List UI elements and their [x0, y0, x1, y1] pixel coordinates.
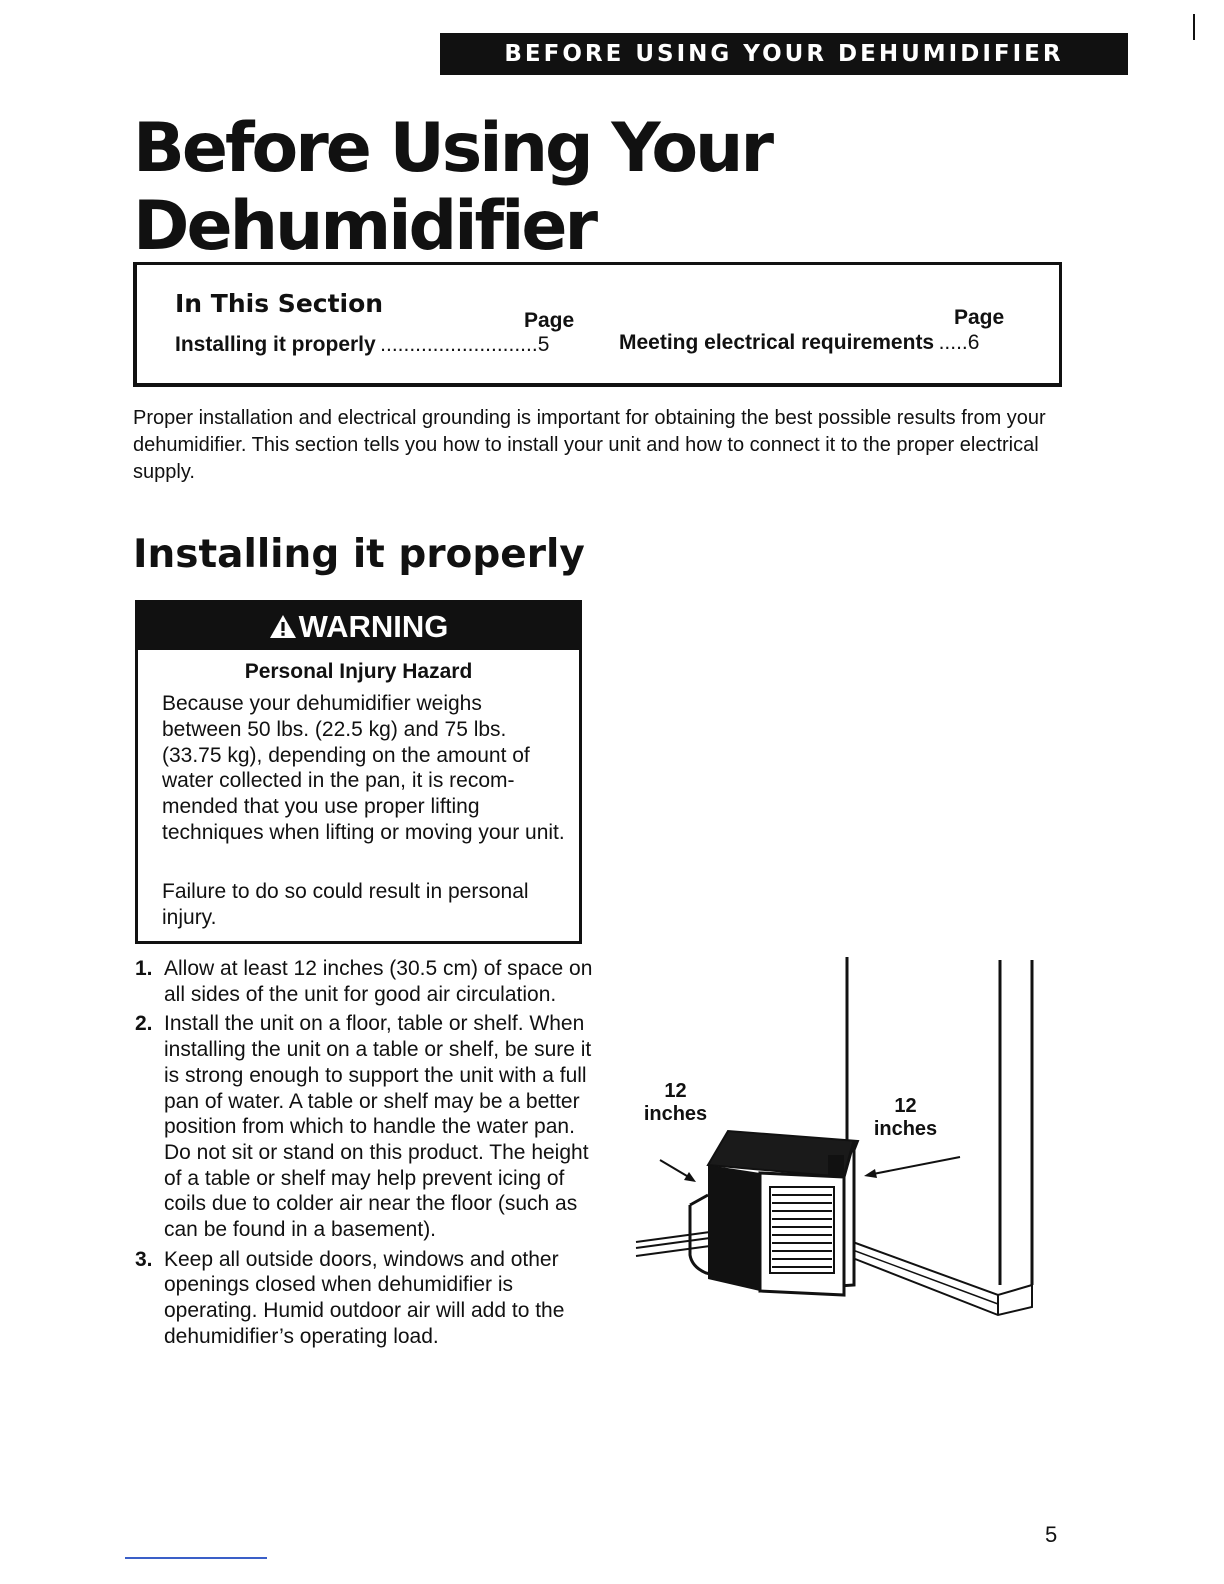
toc-entry-label: Meeting electrical requirements [619, 331, 935, 354]
list-item [133, 1011, 593, 1242]
page-title-line1: Before Using Your [133, 109, 771, 188]
page-title [133, 110, 771, 266]
left-clearance-label [638, 1080, 713, 1126]
footer-rule [125, 1557, 267, 1559]
warning-box [135, 600, 582, 944]
dehumidifier-illustration [630, 955, 1050, 1325]
clearance-value: 12 [664, 1080, 687, 1102]
toc-entry-page: 5 [537, 333, 550, 356]
list-item [133, 1247, 593, 1350]
toc-entry-page: 6 [967, 331, 980, 354]
contents-heading: In This Section [175, 289, 384, 318]
step-text: Allow at least 12 inches (30.5 cm) of space on all sides of the unit for good air circulation. [164, 957, 593, 1006]
warning-triangle-icon [269, 614, 297, 639]
toc-entry-dots: ..... [938, 331, 968, 354]
clearance-illustration [630, 955, 1050, 1325]
page-column-label: Page [524, 309, 575, 332]
list-item [133, 956, 593, 1007]
step-number: 1. [135, 957, 153, 980]
step-text: Install the unit on a floor, table or shelf. When installing the unit on a table or shelf, be sure it is strong enough to support the unit with a full pan of water. A table or shelf may be a better position from which to handle the water pan. Do not sit or stand on this product. The height of a table or shelf may help prevent icing of coils due to colder air near the floor (such as can be found in a basement). [164, 1012, 592, 1242]
clearance-value: 12 [894, 1095, 917, 1117]
toc-entry-dots: ........................... [380, 333, 538, 356]
page-title-line2: Dehumidifier [133, 187, 596, 266]
toc-entry-installing[interactable] [175, 333, 549, 357]
right-clearance-label [868, 1095, 943, 1141]
toc-entry-label: Installing it properly [175, 333, 376, 356]
section-title: Installing it properly [133, 532, 585, 577]
clearance-unit: inches [873, 1118, 938, 1140]
section-banner: BEFORE USING YOUR DEHUMIDIFIER [440, 33, 1128, 75]
step-number: 2. [135, 1012, 153, 1036]
page-column-label: Page [954, 306, 1005, 329]
section-contents-box [133, 262, 1062, 387]
installation-steps [133, 956, 593, 1354]
step-number: 3. [135, 1247, 153, 1271]
page-number: 5 [1045, 1522, 1058, 1547]
step-text: Keep all outside doors, windows and other openings closed when dehumidifier is operating. Humid outdoor air will add to the dehumidifier’s operating load. [164, 1247, 565, 1348]
warning-label: WARNING [298, 608, 449, 644]
clearance-unit: inches [643, 1103, 708, 1125]
warning-paragraph: Because your dehumidifier weighs between 50 lbs. (22.5 kg) and 75 lbs. (33.75 kg), depending on the amount of water collected in the pan, it is recom- mended that you use proper lifting techniques when lifting or moving your unit. [162, 692, 565, 844]
hazard-title: Personal Injury Hazard [244, 660, 473, 683]
warning-header [138, 603, 579, 650]
toc-entry-electrical[interactable] [619, 331, 979, 355]
warning-paragraph: Failure to do so could result in personal injury. [162, 880, 529, 929]
intro-paragraph: Proper installation and electrical grounding is important for obtaining the best possible results from your dehumidifier. This section tells you how to install your unit and how to connect it to the proper electrical supply. [133, 407, 1046, 483]
edge-mark [1193, 14, 1195, 40]
